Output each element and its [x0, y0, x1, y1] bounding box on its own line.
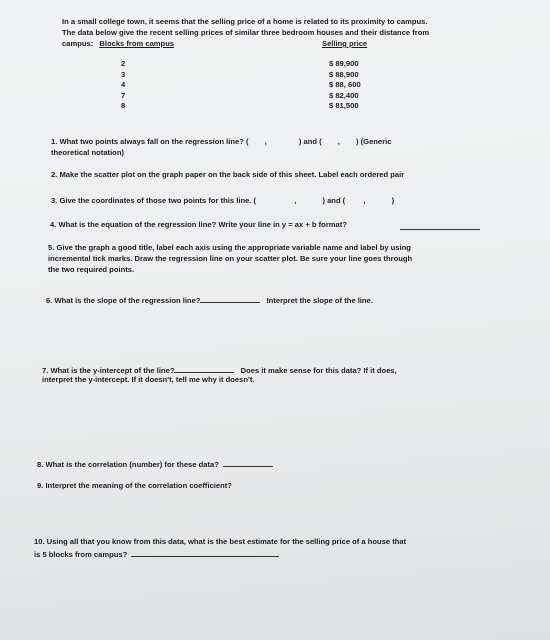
- blocks-cell: 4: [121, 80, 126, 89]
- campus-label: campus:: [62, 39, 94, 48]
- question-1-text: 1. What two points always fall on the regression line? (: [51, 137, 249, 146]
- intro-line-2: The data below give the recent selling prices of similar three bedroom houses and their distance from: [62, 28, 430, 37]
- price-cell: $ 89,900: [329, 59, 359, 68]
- blocks-column: [121, 59, 125, 112]
- question-1-and: ) and (: [298, 137, 322, 146]
- answer-blank-6[interactable]: [200, 294, 260, 303]
- blocks-cell: 3: [121, 69, 126, 79]
- price-column: [329, 59, 361, 112]
- question-7-line-2: interpret the y-intercept. If it doesn't, tell me why it doesn't.: [42, 375, 255, 384]
- intro-line-1: In a small college town, it seems that the selling price of a home is related to its proximity to campus.: [62, 17, 428, 26]
- question-4-text: 4. What is the equation of the regression line? Write your line in y = ax + b format?: [50, 220, 347, 229]
- question-10-line-1: 10. Using all that you know from this data, what is the best estimate for the selling price of a house that: [34, 537, 407, 546]
- question-10-line-2: [34, 548, 279, 560]
- answer-blank-10[interactable]: [131, 548, 279, 557]
- question-6: [46, 294, 373, 306]
- question-8: [37, 458, 273, 470]
- question-1-comma: ,: [264, 137, 267, 146]
- question-6-text: 6. What is the slope of the regression line?: [46, 296, 201, 305]
- price-cell: $ 82,400: [329, 90, 359, 100]
- intro-line-3: [62, 39, 174, 49]
- question-3-comma: ,: [294, 196, 297, 205]
- question-3-text: 3. Give the coordinates of those two points for this line. (: [51, 196, 257, 205]
- question-10-text: is 5 blocks from campus?: [34, 550, 128, 559]
- question-1-end: ) (Generic: [356, 137, 392, 146]
- question-4: [50, 220, 347, 230]
- question-2: 2. Make the scatter plot on the graph paper on the back side of this sheet. Label each ordered pair: [51, 170, 405, 179]
- blocks-cell: 8: [121, 101, 126, 110]
- price-cell: $ 88,900: [329, 69, 359, 79]
- question-3: [51, 196, 394, 206]
- question-3-end: ): [391, 196, 395, 205]
- question-1-line-2: theoretical notation): [51, 148, 124, 157]
- question-5-line-2: incremental tick marks. Draw the regression line on your scatter plot. Be sure your line goes through: [48, 254, 413, 263]
- question-7-sense: Does it make sense for this data? If it does,: [240, 366, 397, 375]
- question-5-line-3: the two required points.: [48, 265, 135, 274]
- question-3-and: ) and (: [322, 196, 346, 205]
- blocks-column-header: Blocks from campus: [99, 39, 175, 48]
- question-9: 9. Interpret the meaning of the correlation coefficient?: [37, 481, 232, 490]
- answer-blank-4[interactable]: [400, 221, 480, 230]
- question-7-text: 7. What is the y-intercept of the line?: [42, 366, 175, 375]
- question-5-line-1: 5. Give the graph a good title, label each axis using the appropriate variable name and label by using: [48, 243, 411, 252]
- price-cell: $ 88, 600: [329, 80, 361, 89]
- answer-blank-8[interactable]: [223, 458, 273, 467]
- question-1: [51, 137, 391, 147]
- question-1-comma: ,: [337, 137, 340, 146]
- blocks-cell: 7: [121, 90, 126, 100]
- answer-blank-7[interactable]: [174, 364, 234, 373]
- blocks-cell: 2: [121, 59, 126, 68]
- question-3-comma: ,: [363, 196, 366, 205]
- question-6-interpret: Interpret the slope of the line.: [266, 296, 373, 305]
- price-column-header: Selling price: [322, 39, 368, 48]
- question-8-text: 8. What is the correlation (number) for these data?: [37, 460, 219, 469]
- price-cell: $ 81,500: [329, 101, 359, 110]
